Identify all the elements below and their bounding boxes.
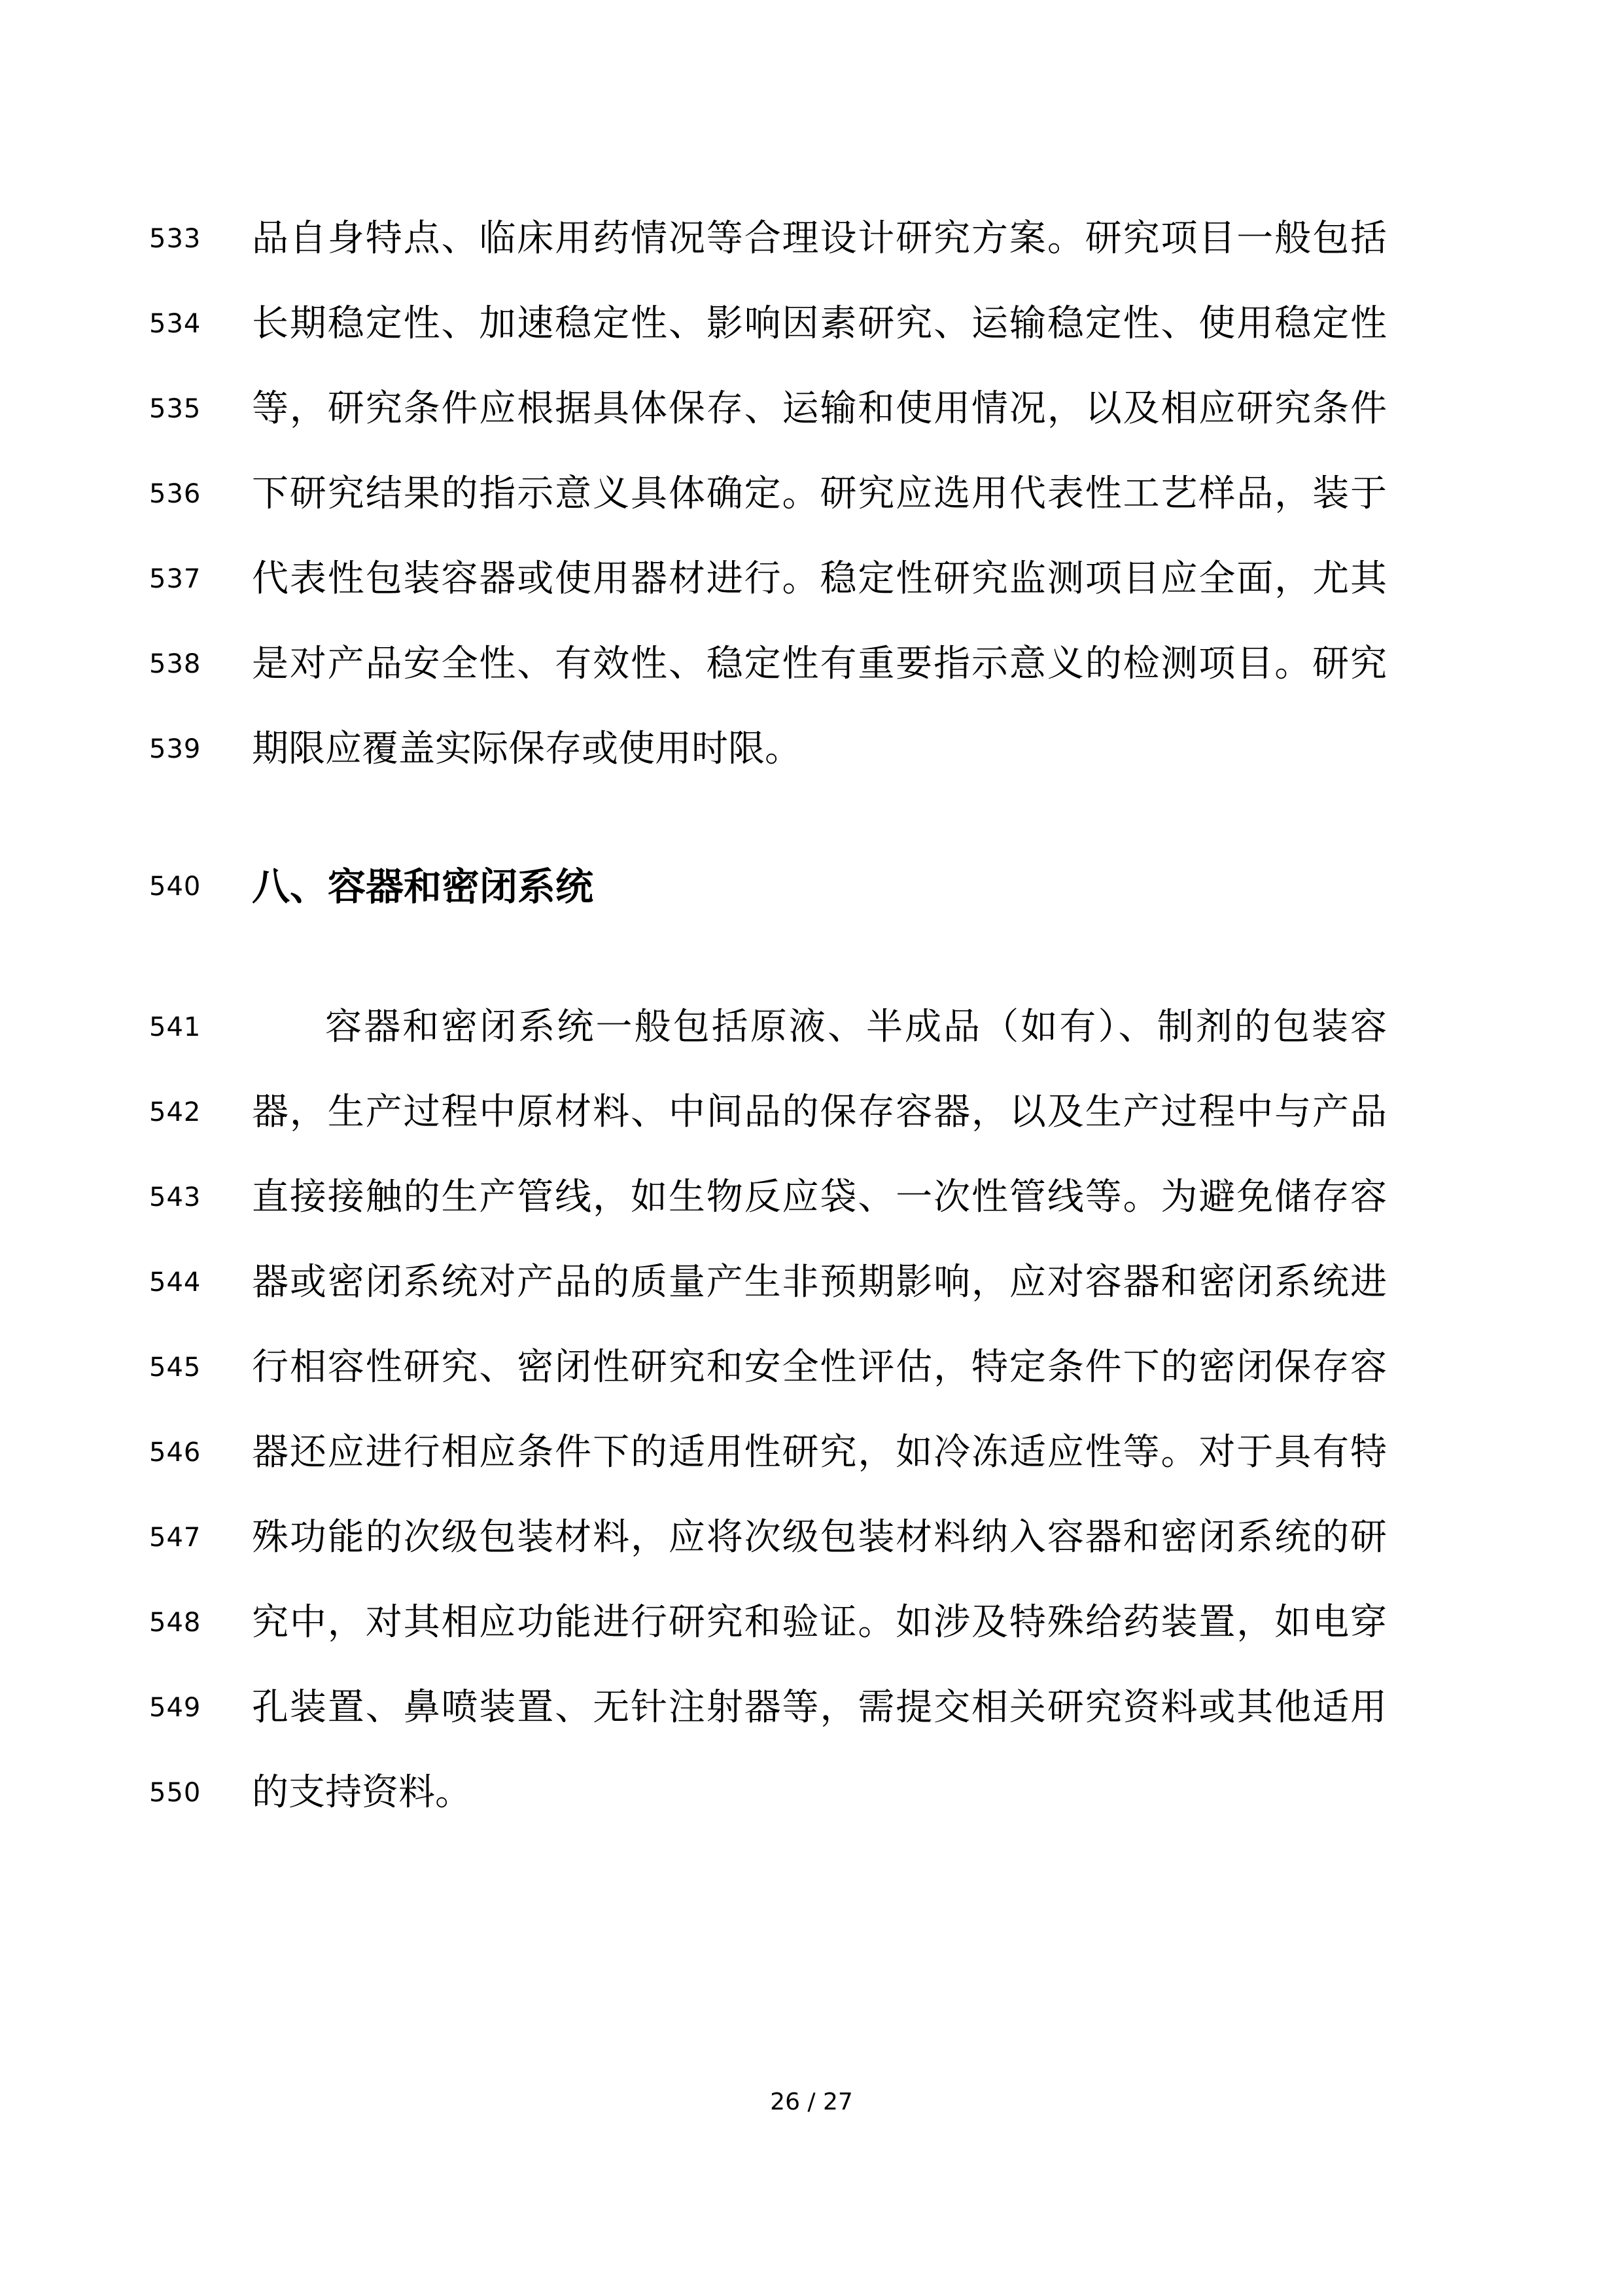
line-number: 536 — [149, 479, 201, 509]
line-text: 直接接触的生产管线，如生物反应袋、一次性管线等。为避免储存容 — [252, 1175, 1387, 1218]
line-number: 540 — [149, 872, 201, 902]
line-number: 543 — [149, 1182, 201, 1212]
line-number: 545 — [149, 1352, 201, 1383]
line-text: 长期稳定性、加速稳定性、影响因素研究、运输稳定性、使用稳定性 — [252, 302, 1387, 345]
line-number: 539 — [149, 734, 201, 764]
line-text: 期限应覆盖实际保存或使用时限。 — [252, 727, 801, 770]
line-row — [0, 1665, 1623, 1750]
line-text: 代表性包装容器或使用器材进行。稳定性研究监测项目应全面，尤其 — [252, 557, 1387, 600]
line-row — [0, 622, 1623, 707]
line-text: 的支持资料。 — [252, 1771, 472, 1814]
line-text: 器或密闭系统对产品的质量产生非预期影响，应对容器和密闭系统进 — [252, 1260, 1387, 1303]
line-number: 534 — [149, 309, 201, 339]
page-number: 26 / 27 — [770, 2089, 853, 2115]
line-number: 544 — [149, 1267, 201, 1298]
line-text: 容器和密闭系统一般包括原液、半成品（如有）、制剂的包装容 — [325, 1005, 1387, 1048]
line-row — [0, 1410, 1623, 1495]
section-heading-row — [0, 844, 1623, 929]
line-number: 535 — [149, 394, 201, 424]
line-number: 546 — [149, 1438, 201, 1468]
line-number: 550 — [149, 1778, 201, 1808]
line-text: 下研究结果的指示意义具体确定。研究应选用代表性工艺样品，装于 — [252, 472, 1387, 515]
line-row — [0, 281, 1623, 366]
line-row — [0, 1240, 1623, 1325]
line-number: 533 — [149, 224, 201, 254]
line-text: 器，生产过程中原材料、中间品的保存容器，以及生产过程中与产品 — [252, 1090, 1387, 1133]
line-row — [0, 366, 1623, 451]
line-row — [0, 196, 1623, 281]
line-row — [0, 707, 1623, 792]
section-heading: 八、容器和密闭系统 — [252, 864, 594, 909]
line-row — [0, 1325, 1623, 1410]
line-text: 殊功能的次级包装材料，应将次级包装材料纳入容器和密闭系统的研 — [252, 1515, 1387, 1559]
line-text: 孔装置、鼻喷装置、无针注射器等，需提交相关研究资料或其他适用 — [252, 1686, 1387, 1729]
line-number: 547 — [149, 1523, 201, 1553]
line-number: 537 — [149, 564, 201, 594]
line-text: 是对产品安全性、有效性、稳定性有重要指示意义的检测项目。研究 — [252, 642, 1387, 685]
line-row — [0, 537, 1623, 622]
line-number: 541 — [149, 1012, 201, 1042]
line-row — [0, 1155, 1623, 1240]
line-row — [0, 451, 1623, 537]
line-text: 究中，对其相应功能进行研究和验证。如涉及特殊给药装置，如电穿 — [252, 1600, 1387, 1644]
line-text: 器还应进行相应条件下的适用性研究，如冷冻适应性等。对于具有特 — [252, 1430, 1387, 1474]
line-row — [0, 1495, 1623, 1580]
line-number: 538 — [149, 649, 201, 679]
line-number: 542 — [149, 1097, 201, 1127]
line-text: 品自身特点、临床用药情况等合理设计研究方案。研究项目一般包括 — [252, 217, 1387, 260]
line-number: 548 — [149, 1608, 201, 1638]
line-row — [0, 1070, 1623, 1155]
line-text: 等，研究条件应根据具体保存、运输和使用情况，以及相应研究条件 — [252, 387, 1387, 430]
line-row — [0, 1580, 1623, 1665]
line-row — [0, 985, 1623, 1070]
line-number: 549 — [149, 1693, 201, 1723]
line-row — [0, 1750, 1623, 1835]
line-text: 行相容性研究、密闭性研究和安全性评估，特定条件下的密闭保存容 — [252, 1345, 1387, 1388]
